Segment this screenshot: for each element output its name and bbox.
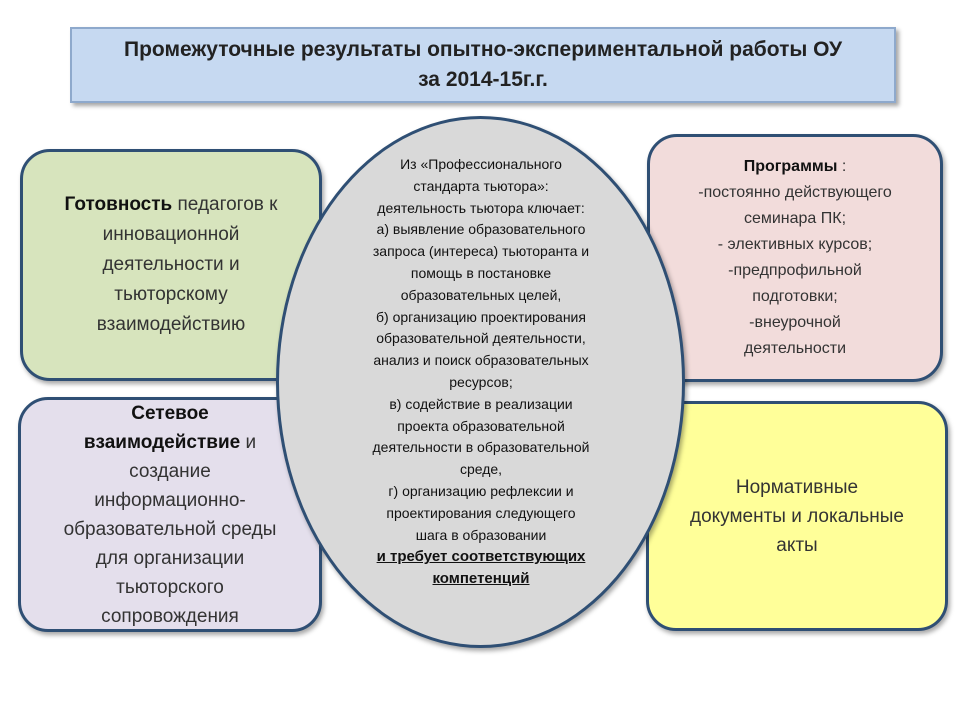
documents-card bbox=[646, 401, 948, 631]
tutor-standard-text bbox=[306, 154, 656, 590]
programs-line: -постоянно действующего bbox=[698, 184, 892, 201]
center-emphasis-line: и требует соответствующих bbox=[376, 548, 586, 566]
network-card bbox=[18, 397, 322, 632]
readiness-bold: Готовность bbox=[64, 194, 173, 215]
programs-line: - элективных курсов; bbox=[717, 236, 873, 253]
network-line-2 bbox=[84, 428, 256, 457]
programs-heading bbox=[744, 154, 847, 180]
center-line: б) организацию проектирования bbox=[376, 308, 586, 325]
readiness-line: деятельности и bbox=[102, 254, 240, 275]
programs-line: подготовки; bbox=[752, 288, 838, 305]
center-line: помощь в постановке bbox=[410, 264, 552, 281]
title-line-2: за 2014-15г.г. bbox=[418, 68, 548, 91]
center-line: стандарта тьютора»: bbox=[413, 177, 549, 194]
programs-line: -предпрофильной bbox=[728, 262, 862, 279]
documents-line: акты bbox=[776, 534, 818, 556]
readiness-line: взаимодействию bbox=[96, 314, 246, 335]
network-line-2-rest: и bbox=[240, 431, 257, 453]
readiness-card bbox=[20, 149, 322, 381]
network-line: информационно- bbox=[94, 489, 246, 511]
programs-line: деятельности bbox=[743, 340, 847, 357]
center-line: запроса (интереса) тьюторанта и bbox=[372, 243, 590, 260]
center-line: ресурсов; bbox=[449, 373, 513, 390]
network-line: создание bbox=[129, 460, 211, 482]
programs-card bbox=[647, 134, 943, 382]
center-line: деятельность тьютора ключает: bbox=[377, 199, 585, 216]
center-line: а) выявление образовательного bbox=[376, 221, 586, 238]
center-line: деятельности в образовательной bbox=[372, 439, 590, 456]
center-line: анализ и поиск образовательных bbox=[373, 352, 589, 369]
readiness-line-1 bbox=[65, 190, 278, 220]
center-line: г) организацию рефлексии и bbox=[388, 482, 574, 499]
network-line: образовательной среды bbox=[63, 518, 277, 540]
documents-line: документы и локальные bbox=[690, 505, 904, 527]
readiness-line: инновационной bbox=[102, 224, 240, 245]
center-line: образовательных целей, bbox=[400, 286, 562, 303]
network-line: для организации bbox=[95, 547, 245, 569]
page-title bbox=[70, 27, 896, 103]
title-line-1: Промежуточные результаты опытно-экспериментальной работы ОУ bbox=[123, 38, 843, 61]
network-line: сопровождения bbox=[101, 605, 239, 627]
center-line: среде, bbox=[459, 461, 503, 478]
documents-line: Нормативные bbox=[735, 476, 859, 498]
center-emphasis-line: компетенций bbox=[432, 570, 530, 588]
center-line: Из «Профессионального bbox=[400, 156, 562, 172]
programs-heading-suffix: : bbox=[837, 158, 847, 175]
readiness-line: тьюторскому bbox=[114, 284, 228, 305]
center-line: шага в образовании bbox=[415, 526, 547, 543]
network-line: тьюторского bbox=[116, 576, 224, 598]
center-line: проектирования следующего bbox=[386, 504, 576, 521]
readiness-line-1-rest: педагогов к bbox=[172, 194, 278, 215]
network-line-1: Сетевое bbox=[131, 402, 209, 424]
center-line: в) содействие в реализации bbox=[389, 395, 573, 412]
programs-line: -внеурочной bbox=[749, 314, 841, 331]
center-line: образовательной деятельности, bbox=[376, 330, 586, 347]
programs-line: семинара ПК; bbox=[743, 210, 847, 227]
center-line: проекта образовательной bbox=[397, 417, 565, 434]
programs-heading-bold: Программы bbox=[743, 158, 838, 175]
network-bold: взаимодействие bbox=[83, 431, 241, 453]
